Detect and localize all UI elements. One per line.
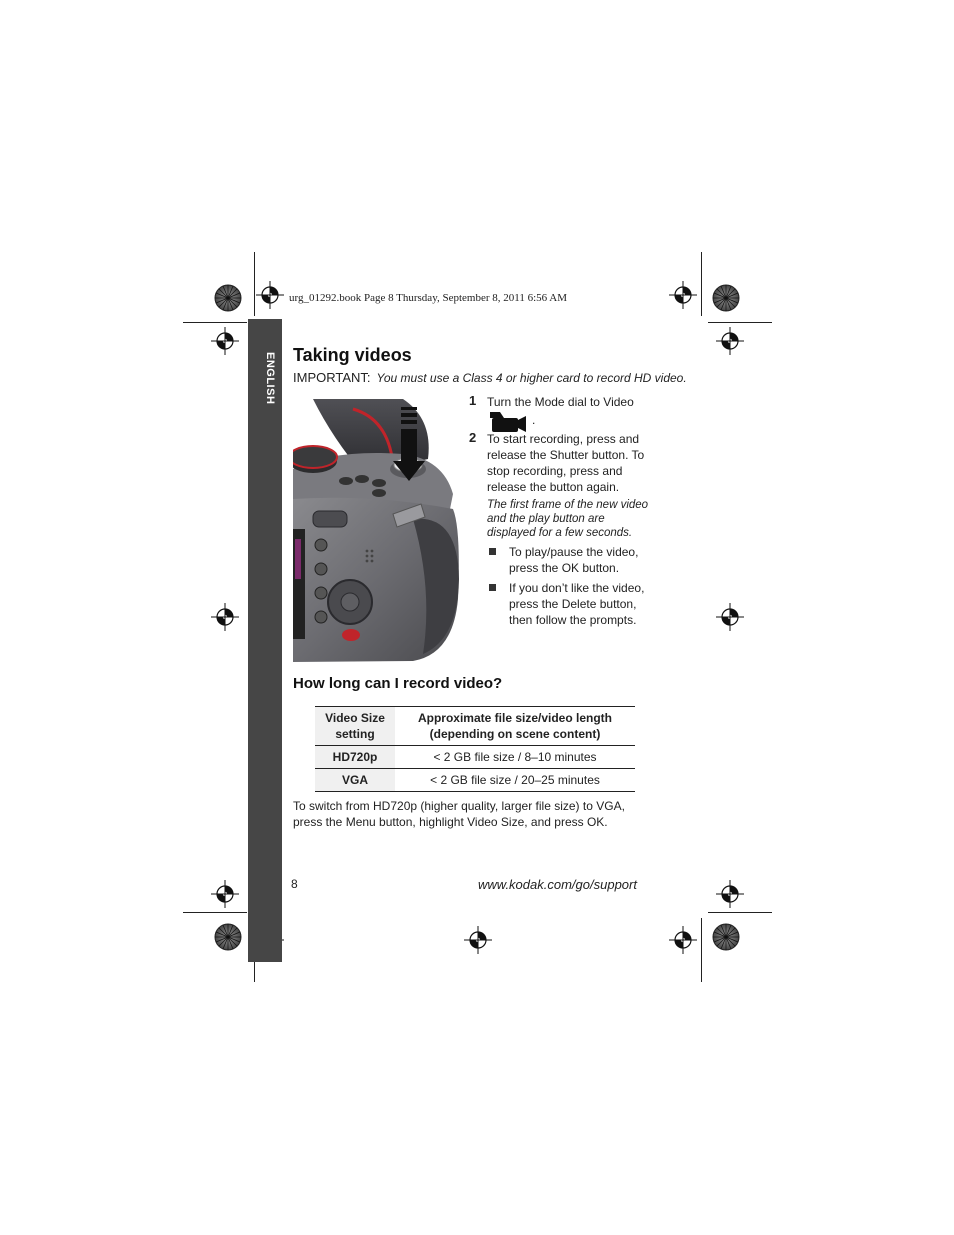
star-target-icon — [712, 923, 740, 951]
video-length-table — [315, 706, 635, 792]
crop-line — [708, 322, 772, 323]
table-cell: VGA — [315, 769, 395, 792]
important-label: IMPORTANT: — [293, 370, 371, 385]
star-target-icon — [214, 284, 242, 312]
step-number: 1 — [469, 393, 477, 408]
registration-mark-icon — [211, 880, 239, 908]
table-header-row — [315, 707, 635, 746]
language-sidebar — [248, 319, 282, 962]
page-title: Taking videos — [293, 345, 412, 365]
step-text: To start recording, press and release the Shutter button. To stop recording, press and release the button again. — [487, 432, 645, 494]
table-header: Video Size setting — [315, 707, 395, 746]
table-header: Approximate file size/video length (depending on scene content) — [395, 707, 635, 746]
section-title: How long can I record video? — [293, 675, 503, 692]
note-text: The first frame of the new video and the play button are displayed for a few seconds. — [487, 499, 649, 539]
important-text: You must use a Class 4 or higher card to record HD video. — [376, 371, 687, 385]
registration-mark-icon — [211, 327, 239, 355]
important-note — [293, 370, 687, 385]
table-cell: < 2 GB file size / 20–25 minutes — [395, 769, 635, 792]
video-camera-icon — [490, 410, 528, 432]
bullet-text: To play/pause the video, press the OK button. — [509, 545, 639, 575]
crop-line — [254, 252, 255, 316]
table-row — [315, 769, 635, 792]
crop-line — [701, 918, 702, 982]
registration-mark-icon — [716, 327, 744, 355]
star-target-icon — [214, 923, 242, 951]
table-cell: < 2 GB file size / 8–10 minutes — [395, 746, 635, 769]
file-info-header: urg_01292.book Page 8 Thursday, September 8, 2011 6:56 AM — [289, 292, 568, 304]
bullet-icon — [489, 548, 496, 555]
crop-line — [183, 912, 247, 913]
table-cell: HD720p — [315, 746, 395, 769]
registration-mark-icon — [464, 926, 492, 954]
registration-mark-icon — [716, 603, 744, 631]
registration-mark-icon — [211, 603, 239, 631]
crop-line — [701, 252, 702, 316]
star-target-icon — [712, 284, 740, 312]
step-suffix: . — [532, 413, 536, 427]
page-number: 8 — [291, 877, 298, 891]
camera-illustration — [293, 399, 461, 662]
support-url[interactable]: www.kodak.com/go/support — [478, 877, 637, 892]
crop-line — [708, 912, 772, 913]
step-number: 2 — [469, 430, 477, 445]
registration-mark-icon — [669, 926, 697, 954]
step-text: Turn the Mode dial to Video — [487, 395, 634, 409]
bullet-icon — [489, 584, 496, 591]
table-row — [315, 746, 635, 769]
registration-mark-icon — [669, 281, 697, 309]
crop-line — [183, 322, 247, 323]
language-label: ENGLISH — [264, 352, 276, 405]
registration-mark-icon — [256, 281, 284, 309]
switch-instructions: To switch from HD720p (higher quality, larger file size) to VGA, press the Menu button, highlight Video Size, and press OK. — [293, 799, 625, 829]
registration-mark-icon — [716, 880, 744, 908]
bullet-text: If you don’t like the video, press the Delete button, then follow the prompts. — [509, 581, 645, 627]
